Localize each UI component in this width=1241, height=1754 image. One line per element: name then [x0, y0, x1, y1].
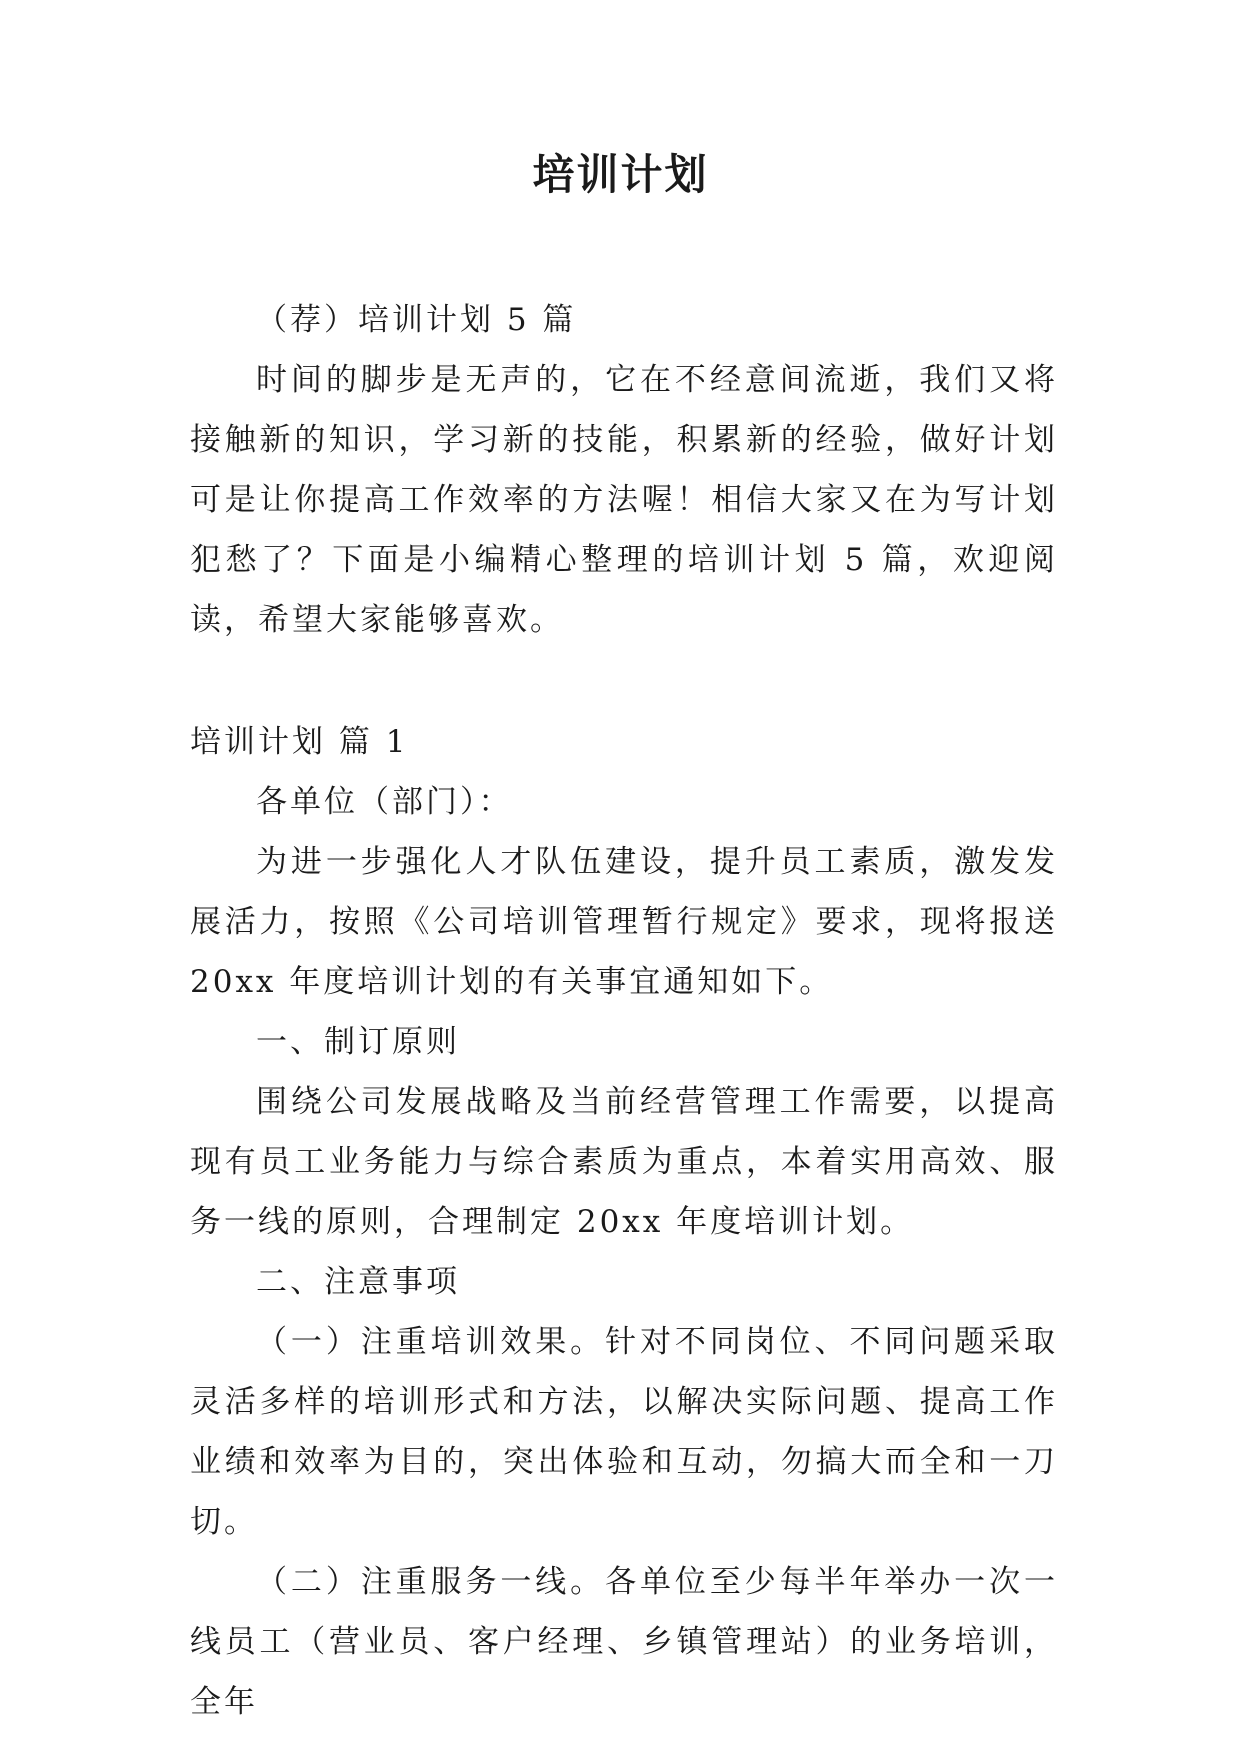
- body-paragraph: 围绕公司发展战略及当前经营管理工作需要，以提高现有员工业务能力与综合素质为重点，本着实用高效、服务一线的原则，合理制定 20xx 年度培训计划。: [190, 1084, 1058, 1240]
- subheading-principles: 一、制订原则: [256, 1024, 460, 1060]
- body-paragraph: 为进一步强化人才队伍建设，提升员工素质，激发发展活力，按照《公司培训管理暂行规定》要求，现将报送 20xx 年度培训计划的有关事宜通知如下。: [190, 844, 1058, 1000]
- intro-heading: （荐）培训计划 5 篇: [256, 302, 577, 338]
- intro-paragraph: 时间的脚步是无声的，它在不经意间流逝，我们又将接触新的知识，学习新的技能，积累新的经验，做好计划可是让你提高工作效率的方法喔！相信大家又在为写计划犯愁了？下面是小编精心整理的培训计划 5 篇，欢迎阅读，希望大家能够喜欢。: [190, 362, 1058, 638]
- subheading-notes: 二、注意事项: [256, 1264, 460, 1300]
- salutation: 各单位（部门）：: [256, 784, 513, 820]
- body-paragraph: （一）注重培训效果。针对不同岗位、不同问题采取灵活多样的培训形式和方法，以解决实际问题、提高工作业绩和效率为目的，突出体验和互动，勿搞大而全和一刀切。: [190, 1324, 1058, 1540]
- document-body: [190, 290, 1058, 1732]
- section-heading: 培训计划 篇 1: [190, 724, 409, 760]
- body-paragraph: （二）注重服务一线。各单位至少每半年举办一次一线员工（营业员、客户经理、乡镇管理站）的业务培训，全年: [190, 1564, 1058, 1720]
- document-title: 培训计划: [532, 150, 709, 199]
